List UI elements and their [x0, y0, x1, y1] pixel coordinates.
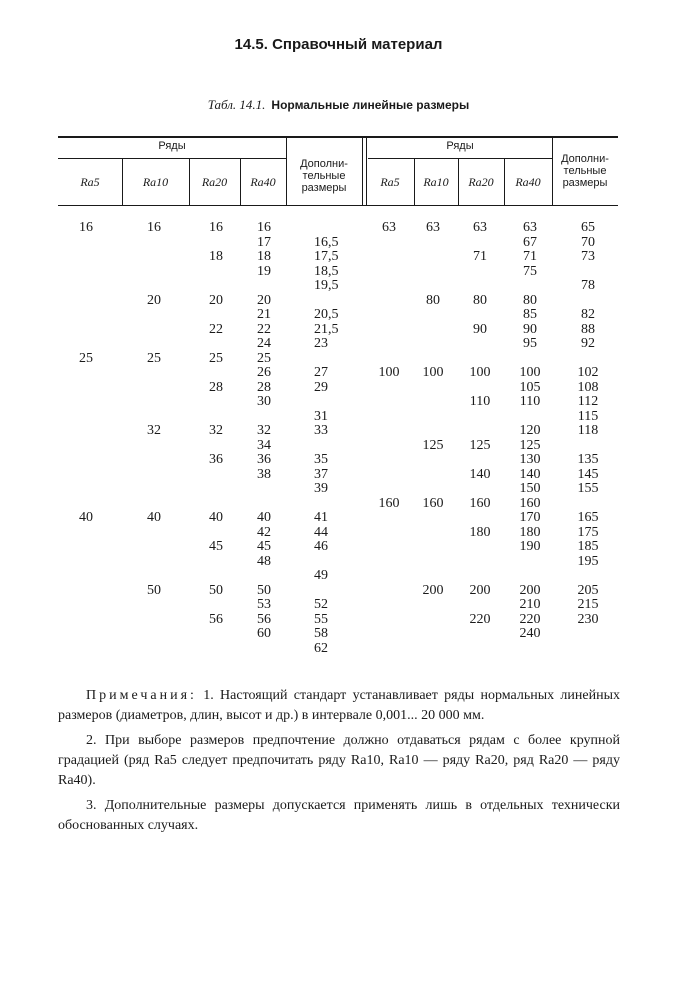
cell-ra40: 53: [257, 597, 271, 612]
cell-additional: 20,5: [314, 307, 339, 322]
cell-additional: 17,5: [314, 249, 339, 264]
header-line: тельные: [563, 165, 607, 177]
cell-ra10: 63: [426, 220, 440, 235]
cell-ra40: 160: [519, 495, 541, 511]
cell-ra10: 40: [147, 510, 161, 525]
cell-ra40: 71: [523, 249, 537, 264]
cell-ra10: 25: [147, 350, 161, 366]
cell-ra40: 36: [257, 452, 271, 467]
cell-ra40: 95: [523, 336, 537, 351]
cell-ra40: 30: [257, 394, 271, 409]
cell-additional: 108: [577, 379, 599, 395]
header-line: Дополни-: [300, 158, 348, 170]
cell-additional: 115: [577, 408, 599, 424]
col-header-ra20: Ra20: [468, 175, 494, 189]
cell-ra40: 24: [257, 336, 271, 351]
cell-ra40: 56: [257, 611, 271, 627]
cell-additional: 195: [577, 553, 599, 569]
cell-ra40: 22: [257, 321, 271, 337]
cell-ra40: 18: [257, 249, 271, 264]
cell-ra20: 28: [209, 379, 223, 395]
col-header-ra10: Ra10: [423, 175, 449, 189]
cell-ra40: 240: [519, 626, 541, 641]
cell-ra20: 110: [469, 394, 491, 409]
cell-ra20: 40: [209, 510, 223, 525]
cell-ra40: 48: [257, 553, 271, 569]
cell-additional: 92: [581, 336, 595, 351]
cell-additional: 16,5: [314, 234, 339, 250]
notes: [58, 686, 620, 841]
cell-ra40: 25: [257, 350, 271, 366]
cell-ra10: 50: [147, 582, 161, 598]
cell-ra40: 21: [257, 307, 271, 322]
cell-ra20: 56: [209, 611, 223, 627]
cell-ra20: 140: [469, 466, 491, 482]
cell-ra40: 45: [257, 539, 271, 554]
note-3: 3. Дополнительные размеры допускается применять лишь в отдельных технически обоснованных случаях.: [58, 798, 620, 833]
cell-ra40: 85: [523, 307, 537, 322]
col-divider: [366, 137, 367, 205]
cell-additional: 35: [314, 452, 328, 467]
cell-additional: 185: [577, 539, 599, 554]
cell-ra40: 50: [257, 582, 271, 598]
cell-ra5: 100: [378, 365, 400, 380]
cell-ra10: 200: [422, 582, 444, 598]
cell-ra40: 200: [519, 582, 541, 598]
cell-ra20: 22: [209, 321, 223, 337]
cell-ra40: 28: [257, 379, 271, 395]
cell-additional: 55: [314, 611, 328, 627]
cell-ra40: 17: [257, 234, 271, 250]
cell-additional: 102: [577, 365, 599, 380]
note-1: [58, 686, 620, 726]
cell-ra40: 19: [257, 263, 271, 279]
cell-ra40: 16: [257, 220, 271, 235]
cell-ra40: 140: [519, 466, 541, 482]
cell-ra5: 25: [79, 350, 93, 366]
cell-additional: 58: [314, 626, 328, 641]
cell-additional: 73: [581, 249, 595, 264]
cell-additional: 19,5: [314, 278, 339, 293]
cell-additional: 230: [577, 611, 599, 627]
table-caption: [0, 97, 677, 113]
header-line: тельные: [302, 170, 346, 182]
table-top-rule: [58, 136, 618, 138]
header-bottom-rule: [58, 205, 618, 206]
cell-ra40: 67: [523, 234, 537, 250]
cell-ra40: 20: [257, 292, 271, 308]
cell-additional: 21,5: [314, 321, 339, 337]
cell-additional: 46: [314, 539, 328, 554]
col-header-ra40: Ra40: [250, 175, 276, 189]
cell-ra40: 120: [519, 423, 541, 438]
cell-ra20: 80: [473, 292, 487, 308]
cell-additional: 112: [577, 394, 599, 409]
cell-ra20: 160: [469, 495, 491, 511]
col-divider: [362, 137, 363, 205]
cell-ra20: 125: [469, 437, 491, 453]
cell-ra40: 190: [519, 539, 541, 554]
col-header-additional: [552, 153, 618, 189]
note-1-text: 1. Настоящий стандарт устанавливает ряды нормальных линейных размеров (диаметров, длин, высот и др.) в интервале 0,001... 20 000 мм.: [58, 688, 621, 723]
cell-additional: 175: [577, 524, 599, 540]
cell-ra10: 20: [147, 292, 161, 308]
cell-ra40: 32: [257, 423, 271, 438]
col-header-ra20: Ra20: [201, 175, 228, 189]
right-group-header: Ряды: [446, 140, 474, 152]
caption-text: Нормальные линейные размеры: [271, 98, 470, 112]
cell-ra20: 36: [209, 452, 223, 467]
cell-ra20: 90: [473, 321, 487, 337]
cell-ra40: 42: [257, 524, 271, 540]
cell-ra10: 160: [422, 495, 444, 511]
cell-ra40: 34: [257, 437, 271, 453]
cell-additional: 65: [581, 220, 595, 235]
cell-ra5: 16: [79, 220, 93, 235]
header-line: размеры: [301, 182, 347, 194]
cell-ra10: 32: [147, 423, 161, 438]
cell-additional: 37: [314, 466, 328, 482]
cell-additional: 31: [314, 408, 328, 424]
cell-additional: 78: [581, 278, 595, 293]
col-header-ra5: Ra5: [80, 175, 100, 189]
cell-ra20: 45: [209, 539, 223, 554]
cell-ra10: 80: [426, 292, 440, 308]
cell-ra40: 75: [523, 263, 537, 279]
cell-ra40: 100: [519, 365, 541, 380]
note-2: 2. При выборе размеров предпочтение должно отдаваться рядам с более крупной градацией (ряд Ra5 следует предпочитать ряду Ra10, Ra10 — ряду Ra20, ряд Ra20 — ряду Ra40).: [58, 733, 620, 788]
cell-additional: 27: [314, 365, 328, 380]
cell-ra20: 20: [209, 292, 223, 308]
cell-ra10: 16: [147, 220, 161, 235]
page-title: 14.5. Справочный материал: [234, 36, 443, 53]
cell-ra5: 160: [378, 495, 400, 511]
cell-ra40: 38: [257, 466, 271, 482]
cell-additional: 205: [577, 582, 599, 598]
col-header-ra40: Ra40: [515, 175, 541, 189]
cell-ra20: 100: [469, 365, 491, 380]
cell-ra20: 18: [209, 249, 223, 264]
cell-ra40: 110: [519, 394, 541, 409]
right-group-rule: [368, 158, 552, 159]
header-line: размеры: [562, 177, 608, 189]
cell-ra40: 90: [523, 321, 537, 337]
cell-ra40: 63: [523, 220, 537, 235]
cell-ra40: 130: [519, 452, 541, 467]
cell-additional: 155: [577, 481, 599, 496]
cell-ra20: 180: [469, 524, 491, 540]
cell-ra5: 40: [79, 510, 93, 525]
cell-additional: 82: [581, 307, 595, 322]
cell-ra40: 210: [519, 597, 541, 612]
cell-ra40: 180: [519, 524, 541, 540]
cell-ra20: 220: [469, 611, 491, 627]
left-group-rule: [58, 158, 286, 159]
cell-ra40: 170: [519, 510, 541, 525]
cell-additional: 135: [577, 452, 599, 467]
cell-additional: 44: [314, 524, 328, 540]
cell-additional: 165: [577, 510, 599, 525]
cell-additional: 39: [314, 481, 328, 496]
cell-additional: 49: [314, 568, 328, 583]
cell-ra20: 32: [209, 423, 223, 438]
cell-additional: 62: [314, 640, 328, 656]
cell-ra10: 125: [422, 437, 444, 453]
cell-additional: 33: [314, 423, 328, 438]
cell-ra40: 60: [257, 626, 271, 641]
cell-ra10: 100: [422, 365, 444, 380]
cell-additional: 41: [314, 510, 328, 525]
cell-ra20: 63: [473, 220, 487, 235]
cell-additional: 88: [581, 321, 595, 337]
cell-additional: 23: [314, 336, 328, 351]
cell-additional: 29: [314, 379, 328, 395]
col-header-ra5: Ra5: [380, 175, 400, 189]
col-header-ra10: Ra10: [142, 175, 169, 189]
cell-additional: 118: [577, 423, 599, 438]
cell-additional: 145: [577, 466, 599, 482]
notes-label: Примечания:: [86, 688, 197, 703]
cell-ra40: 125: [519, 437, 541, 453]
left-group-header: Ряды: [158, 140, 186, 152]
cell-additional: 52: [314, 597, 328, 612]
cell-additional: 215: [577, 597, 599, 612]
cell-ra5: 63: [382, 220, 396, 235]
cell-ra40: 150: [519, 481, 541, 496]
cell-ra20: 200: [469, 582, 491, 598]
cell-additional: 18,5: [314, 263, 339, 279]
cell-ra20: 50: [209, 582, 223, 598]
cell-ra40: 105: [519, 379, 541, 395]
cell-ra20: 71: [473, 249, 487, 264]
cell-additional: 70: [581, 234, 595, 250]
cell-ra40: 26: [257, 365, 271, 380]
header-line: Дополни-: [561, 153, 609, 165]
cell-ra40: 40: [257, 510, 271, 525]
caption-label: Табл. 14.1.: [207, 97, 266, 112]
cell-ra40: 220: [519, 611, 541, 627]
cell-ra20: 25: [209, 350, 223, 366]
col-header-additional: [286, 158, 362, 194]
cell-ra40: 80: [523, 292, 537, 308]
cell-ra20: 16: [209, 220, 223, 235]
